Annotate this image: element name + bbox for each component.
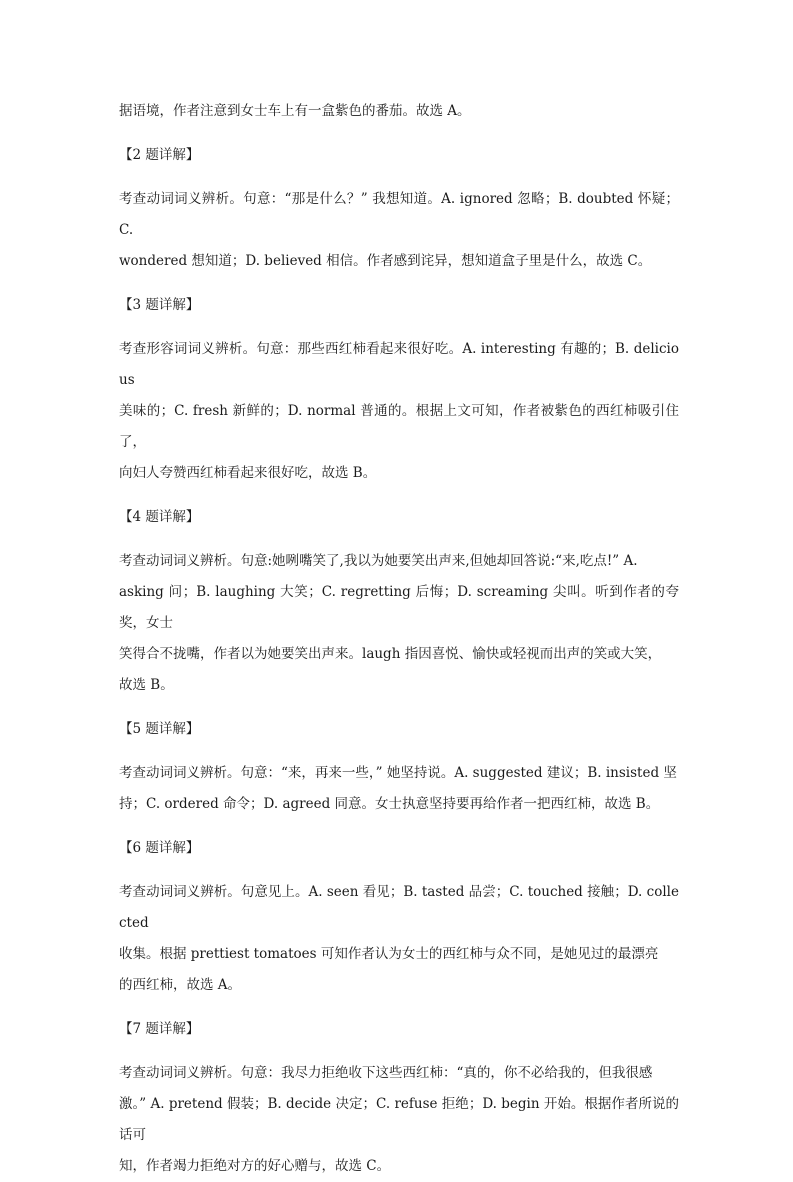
section-heading-5: 【5 题详解】 (119, 721, 200, 737)
paragraph-line: 据语境，作者注意到女士车上有一盒紫色的番茄。故选 A。 (119, 103, 471, 119)
paragraph-line: 考查动词词义辨析。句意：“来，再来一些，” 她坚持说。A. suggested 建议；B. insisted 坚 (119, 765, 677, 781)
paragraph-line: 持；C. ordered 命令；D. agreed 同意。女士执意坚持要再给作者一把西红柿，故选 B。 (119, 796, 660, 812)
paragraph-line: 的西红柿，故选 A。 (119, 977, 242, 993)
paragraph-line: 收集。根据 prettiest tomatoes 可知作者认为女士的西红柿与众不同，是她见过的最漂亮 (119, 946, 659, 962)
paragraph-line: 考查动词词义辨析。句意：“那是什么？” 我想知道。A. ignored 忽略；B. doubted 怀疑；C. (119, 191, 679, 238)
paragraph-line: wondered 想知道；D. believed 相信。作者感到诧异，想知道盒子里是什么，故选 C。 (119, 253, 652, 269)
paragraph-line: 故选 B。 (119, 677, 174, 693)
paragraph-line: 美味的；C. fresh 新鲜的；D. normal 普通的。根据上文可知，作者被紫色的西红柿吸引住了， (119, 403, 679, 450)
section-heading-7: 【7 题详解】 (119, 1021, 200, 1037)
paragraph-line: asking 问；B. laughing 大笑；C. regretting 后悔；D. screaming 尖叫。听到作者的夸奖，女士 (119, 584, 679, 631)
paragraph-line: 知，作者竭力拒绝对方的好心赠与，故选 C。 (119, 1158, 391, 1174)
paragraph-line: 考查动词词义辨析。句意见上。A. seen 看见；B. tasted 品尝；C. touched 接触；D. collected (119, 884, 679, 931)
paragraph-line: 考查动词词义辨析。句意：我尽力拒绝收下这些西红柿：“真的，你不必给我的，但我很感 (119, 1065, 653, 1081)
section-heading-2: 【2 题详解】 (119, 147, 200, 163)
section-heading-6: 【6 题详解】 (119, 840, 200, 856)
document-page (119, 96, 679, 1182)
paragraph-line: 考查形容词词义辨析。句意：那些西红柿看起来很好吃。A. interesting 有趣的；B. delicious (119, 341, 679, 388)
paragraph-line: 向妇人夸赞西红柿看起来很好吃，故选 B。 (119, 465, 377, 481)
section-heading-3: 【3 题详解】 (119, 297, 200, 313)
paragraph-line: 激。” A. pretend 假装；B. decide 决定；C. refuse 拒绝；D. begin 开始。根据作者所说的话可 (119, 1096, 679, 1143)
section-heading-4: 【4 题详解】 (119, 509, 200, 525)
paragraph-line: 笑得合不拢嘴，作者以为她要笑出声来。laugh 指因喜悦、愉快或轻视而出声的笑或大笑， (119, 646, 662, 662)
paragraph-line: 考查动词词义辨析。句意:她咧嘴笑了,我以为她要笑出声来,但她却回答说:“来,吃点!” A. (119, 553, 638, 569)
